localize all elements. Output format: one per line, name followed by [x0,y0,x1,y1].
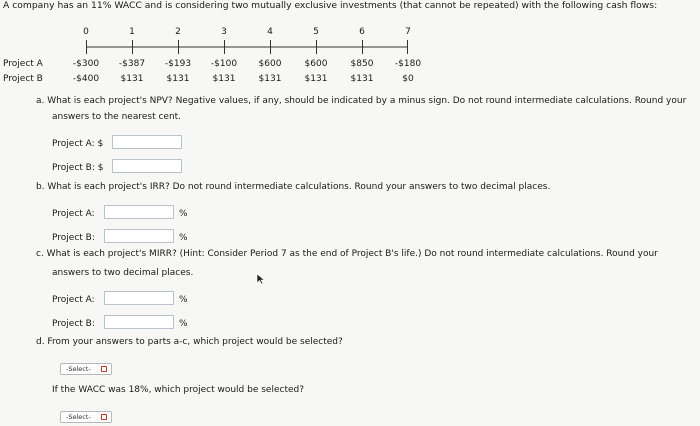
part-b-project-a-label: Project A: [52,209,95,219]
part-a-project-a-label: Project A: $ [52,139,104,149]
dropdown-caret-icon [101,366,107,372]
project-b-cf-3: $131 [212,74,236,84]
project-a-label: Project A [3,59,43,69]
project-b-cf-2: $131 [166,74,190,84]
irr-project-a-input[interactable] [104,205,174,219]
npv-project-b-input[interactable] [112,159,182,173]
period-5: 5 [313,27,319,37]
project-select-dropdown-18pct[interactable] [60,411,112,423]
part-d-question: d. From your answers to parts a-c, which project would be selected? [36,337,343,347]
irr-project-b-input[interactable] [104,229,174,243]
project-a-cf-0: -$300 [72,59,100,69]
dropdown-caret-icon [101,414,107,420]
mirr-project-a-input[interactable] [104,291,174,305]
irr-project-b-percent: % [179,233,188,243]
npv-project-a-input[interactable] [112,135,182,149]
mouse-cursor-icon [256,273,266,285]
part-c-question-line1: c. What is each project's MIRR? (Hint: Consider Period 7 as the end of Project B's life.) Do not round intermediate calculations. Round your [36,249,658,259]
project-select-value: -Select- [66,365,91,373]
period-4: 4 [267,27,273,37]
mirr-project-b-input[interactable] [104,315,174,329]
period-3: 3 [221,27,227,37]
project-b-cf-0: -$400 [72,74,100,84]
period-0: 0 [83,27,89,37]
part-c-question-line2: answers to two decimal places. [52,268,194,278]
period-6: 6 [359,27,365,37]
part-a-question-line2: answers to the nearest cent. [52,112,182,122]
project-select-dropdown[interactable] [60,363,112,375]
project-select-value-18pct: -Select- [66,413,91,421]
period-1: 1 [129,27,135,37]
project-b-cf-7: $0 [402,74,414,84]
mirr-project-b-percent: % [179,319,188,329]
irr-project-a-percent: % [179,209,188,219]
part-a-question-line1: a. What is each project's NPV? Negative values, if any, should be indicated by a minus sign. Do not round intermediate calculations. Round your [36,96,687,106]
project-a-cf-6: $850 [350,59,374,69]
project-a-cf-3: -$100 [210,59,238,69]
project-a-cf-1: -$387 [118,59,146,69]
problem-intro: A company has an 11% WACC and is considering two mutually exclusive investments (that cannot be repeated) with the following cash flows: [3,0,658,11]
project-a-cf-5: $600 [304,59,328,69]
project-a-cf-4: $600 [258,59,282,69]
period-2: 2 [175,27,181,37]
project-b-cf-5: $131 [304,74,328,84]
cash-flow-timeline [86,38,416,58]
part-b-question: b. What is each project's IRR? Do not round intermediate calculations. Round your answers to two decimal places. [36,182,551,192]
project-a-cf-7: -$180 [394,59,422,69]
project-b-cf-1: $131 [120,74,144,84]
project-b-cf-4: $131 [258,74,282,84]
mirr-project-a-percent: % [179,295,188,305]
part-a-project-b-label: Project B: $ [52,163,104,173]
part-c-project-a-label: Project A: [52,295,95,305]
part-b-project-b-label: Project B: [52,233,95,243]
project-a-cf-2: -$193 [164,59,192,69]
part-d-question-2: If the WACC was 18%, which project would be selected? [52,385,304,395]
project-b-cf-6: $131 [350,74,374,84]
project-b-label: Project B [3,74,43,84]
period-7: 7 [405,27,411,37]
part-c-project-b-label: Project B: [52,319,95,329]
